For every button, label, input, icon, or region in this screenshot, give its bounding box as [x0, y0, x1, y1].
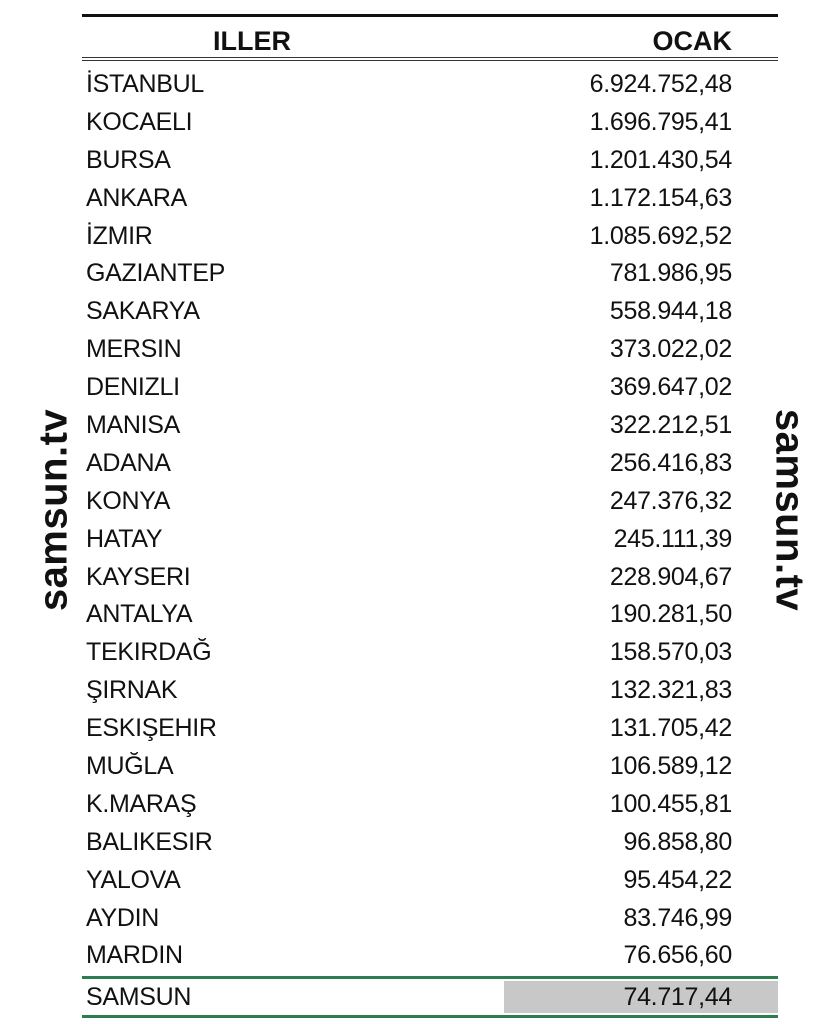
- table-row: [82, 141, 778, 179]
- row-province: BALIKESIR: [86, 827, 213, 856]
- table-row: [82, 823, 778, 861]
- row-province: TEKIRDAĞ: [86, 638, 212, 667]
- table-row: [82, 709, 778, 747]
- table-row: [82, 482, 778, 520]
- table-row: [82, 520, 778, 558]
- row-province: GAZIANTEP: [86, 259, 225, 288]
- row-province: İSTANBUL: [86, 70, 204, 98]
- row-province: K.MARAŞ: [86, 789, 197, 818]
- table-row: [82, 633, 778, 671]
- row-value: 96.858,80: [623, 827, 732, 856]
- row-value: 83.746,99: [623, 903, 732, 932]
- table-row: [82, 936, 778, 974]
- row-province: MERSIN: [86, 335, 182, 364]
- row-province: ADANA: [86, 448, 171, 477]
- header-iller: ILLER: [213, 26, 291, 56]
- table-header: [82, 17, 778, 61]
- table-row: [82, 899, 778, 937]
- table-row: [82, 103, 778, 141]
- row-value: 1.201.430,54: [589, 145, 732, 174]
- row-province: MANISA: [86, 411, 181, 440]
- row-value: 106.589,12: [609, 752, 732, 781]
- table-row: [82, 330, 778, 368]
- row-province: KOCAELI: [86, 107, 193, 136]
- table-row: [82, 406, 778, 444]
- row-province: ANTALYA: [86, 600, 193, 629]
- row-province: KAYSERI: [86, 562, 191, 591]
- row-province: MUĞLA: [86, 752, 174, 781]
- row-value: 100.455,81: [609, 789, 732, 818]
- table-row: [82, 179, 778, 217]
- row-value: 322.212,51: [609, 411, 732, 440]
- header-ocak: OCAK: [652, 26, 732, 56]
- table-row: [82, 747, 778, 785]
- row-value: 245.111,39: [613, 524, 732, 553]
- row-value: 190.281,50: [609, 600, 732, 629]
- table-row: [82, 368, 778, 406]
- table-row: [82, 785, 778, 823]
- row-value: 256.416,83: [609, 448, 732, 477]
- watermark-right: samsun.tv: [767, 408, 812, 612]
- row-value: 131.705,42: [609, 714, 732, 743]
- row-value: 132.321,83: [609, 676, 732, 705]
- table-row: [82, 595, 778, 633]
- row-value: 1.085.692,52: [589, 221, 732, 250]
- row-value: 558.944,18: [609, 297, 732, 326]
- row-province: ANKARA: [86, 183, 188, 212]
- row-province: YALOVA: [86, 865, 181, 894]
- table-row: [82, 444, 778, 482]
- row-value: 158.570,03: [609, 638, 732, 667]
- row-province: MARDIN: [86, 941, 183, 970]
- table-row: [82, 254, 778, 292]
- row-province: AYDIN: [86, 903, 160, 932]
- table-row: [82, 217, 778, 255]
- row-value: 781.986,95: [609, 259, 732, 288]
- row-province: ŞIRNAK: [86, 676, 178, 705]
- row-value: 6.924.752,48: [589, 70, 732, 98]
- row-province: SAKARYA: [86, 297, 200, 326]
- table-row: [82, 292, 778, 330]
- row-province: SAMSUN: [86, 983, 192, 1012]
- row-value: 76.656,60: [623, 941, 732, 970]
- table-body: [82, 65, 778, 1018]
- row-value: 247.376,32: [609, 486, 732, 515]
- watermark-left: samsun.tv: [31, 408, 76, 612]
- row-value: 1.172.154,63: [589, 183, 732, 212]
- row-province: ESKIŞEHIR: [86, 714, 217, 743]
- table-row: [82, 671, 778, 709]
- row-province: KONYA: [86, 486, 171, 515]
- data-table: [82, 14, 778, 1018]
- row-value: 1.696.795,41: [589, 107, 732, 136]
- row-value: 74.717,44: [623, 983, 732, 1012]
- row-province: İZMIR: [86, 221, 153, 250]
- row-province: HATAY: [86, 524, 163, 553]
- row-value: 95.454,22: [623, 865, 732, 894]
- table-row: [82, 558, 778, 596]
- row-province: BURSA: [86, 145, 171, 174]
- highlighted-row-samsun: [82, 976, 778, 1018]
- row-value: 369.647,02: [609, 373, 732, 402]
- row-value: 228.904,67: [609, 562, 732, 591]
- table-row: [82, 861, 778, 899]
- table-row: [82, 65, 778, 103]
- row-value: 373.022,02: [609, 335, 732, 364]
- row-province: DENIZLI: [86, 373, 180, 402]
